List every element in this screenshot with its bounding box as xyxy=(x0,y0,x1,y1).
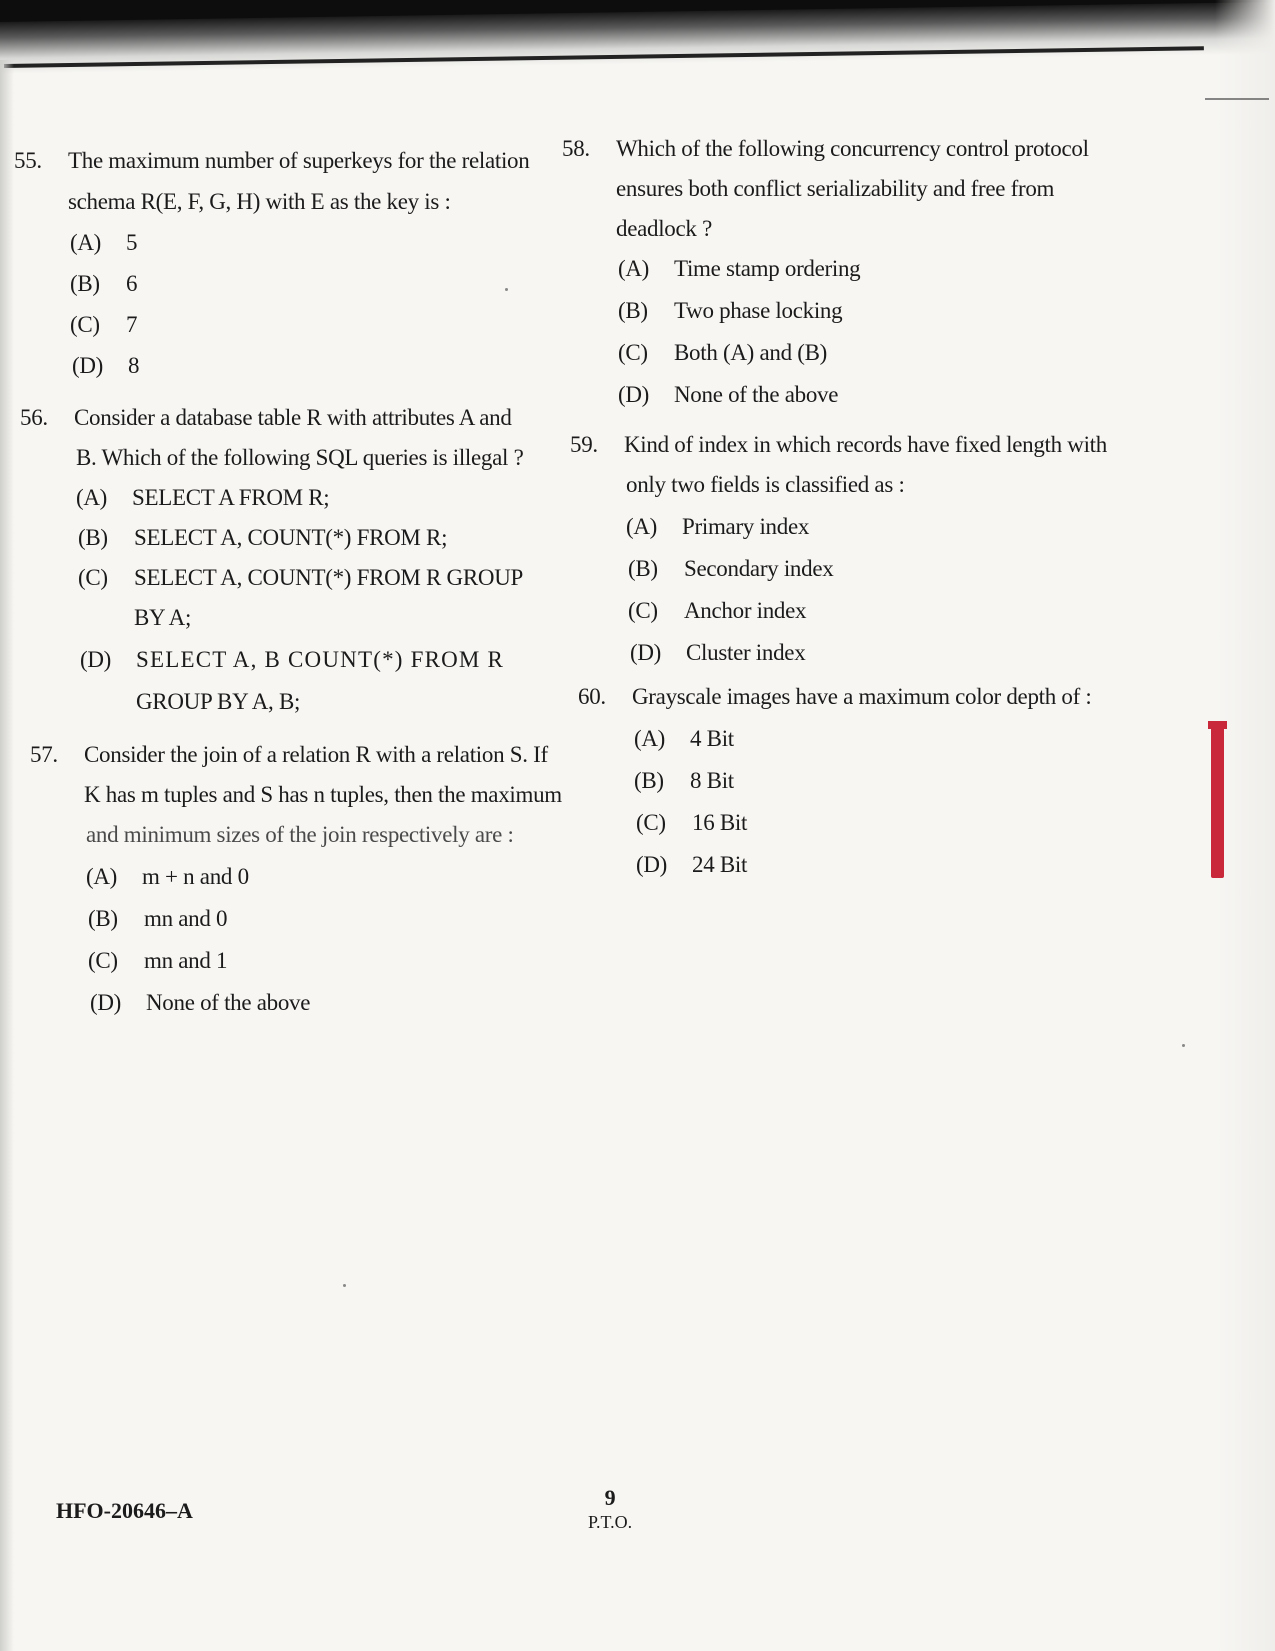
option-text: Cluster index xyxy=(686,640,806,665)
pto-mark: P.T.O. xyxy=(588,1512,633,1532)
question-stem-line: B. Which of the following SQL queries is illegal ? xyxy=(76,445,524,470)
option-label: (D) xyxy=(90,990,122,1015)
option-text: None of the above xyxy=(146,990,311,1015)
option-text: mn and 1 xyxy=(144,948,228,973)
option-text: Two phase locking xyxy=(674,298,843,323)
option-b xyxy=(634,760,734,801)
option-d xyxy=(80,639,504,680)
option-a xyxy=(86,856,249,897)
question-stem-line: Consider a database table R with attributes A and xyxy=(74,405,512,430)
option-label: (C) xyxy=(636,810,666,835)
option-c xyxy=(636,802,747,843)
option-text: SELECT A, COUNT(*) FROM R; xyxy=(134,525,448,550)
option-text: mn and 0 xyxy=(144,906,228,931)
option-text: SELECT A, B COUNT(*) FROM R xyxy=(136,647,505,672)
margin-tick-mark xyxy=(1205,98,1269,100)
question-number: 57. xyxy=(30,742,58,767)
option-label: (A) xyxy=(76,485,108,510)
option-text: 5 xyxy=(126,230,138,255)
option-label: (B) xyxy=(70,271,100,296)
option-b xyxy=(618,290,842,331)
option-label: (C) xyxy=(78,565,108,590)
scan-speck xyxy=(1182,1044,1185,1047)
question-stem-line: schema R(E, F, G, H) with E as the key is : xyxy=(68,189,451,214)
option-d xyxy=(90,982,310,1023)
question-stem-line: Grayscale images have a maximum color depth of : xyxy=(632,684,1092,709)
option-b xyxy=(70,263,137,304)
option-label: (A) xyxy=(70,230,102,255)
scan-right-edge xyxy=(1215,0,1275,1651)
option-label: (A) xyxy=(86,864,118,889)
option-d xyxy=(636,844,747,885)
option-text: 6 xyxy=(126,271,138,296)
option-label: (D) xyxy=(80,647,112,672)
scan-left-shadow xyxy=(0,60,14,1651)
option-a xyxy=(76,477,329,518)
option-text: 8 Bit xyxy=(690,768,734,793)
option-label: (B) xyxy=(618,298,648,323)
option-label: (C) xyxy=(88,948,118,973)
option-label: (C) xyxy=(628,598,658,623)
option-c xyxy=(70,304,137,345)
option-label: (A) xyxy=(626,514,658,539)
option-label: (B) xyxy=(628,556,658,581)
option-b xyxy=(88,898,227,939)
option-text: Anchor index xyxy=(684,598,807,623)
option-text: SELECT A, COUNT(*) FROM R GROUP xyxy=(134,565,523,590)
option-label: (C) xyxy=(618,340,648,365)
option-text: SELECT A FROM R; xyxy=(132,485,330,510)
option-text: 16 Bit xyxy=(692,810,748,835)
question-stem-line: and minimum sizes of the join respectively are : xyxy=(86,822,514,847)
red-highlighter-mark xyxy=(1211,723,1224,878)
option-text: 24 Bit xyxy=(692,852,748,877)
option-text: m + n and 0 xyxy=(142,864,249,889)
option-label: (D) xyxy=(72,353,104,378)
question-number: 59. xyxy=(570,432,598,457)
page-number: 9 xyxy=(604,1485,616,1510)
question-stem-line: ensures both conflict serializability and free from xyxy=(616,176,1055,201)
option-label: (A) xyxy=(618,256,650,281)
option-b xyxy=(78,517,447,558)
option-text: 7 xyxy=(126,312,138,337)
option-label: (D) xyxy=(636,852,668,877)
option-label: (D) xyxy=(618,382,650,407)
option-d-continuation: GROUP BY A, B; xyxy=(136,689,301,714)
option-d xyxy=(618,374,838,415)
question-stem-line: K has m tuples and S has n tuples, then the maximum xyxy=(84,782,562,807)
option-b xyxy=(628,548,833,589)
option-c xyxy=(78,557,523,598)
option-a xyxy=(626,506,809,547)
page-number-block xyxy=(588,1486,632,1534)
option-text: 8 xyxy=(128,353,140,378)
option-d xyxy=(72,345,139,386)
option-a xyxy=(618,248,860,289)
option-d xyxy=(630,632,805,673)
option-c xyxy=(628,590,806,631)
scan-speck xyxy=(343,1284,346,1287)
question-number: 60. xyxy=(578,684,606,709)
question-stem-line: deadlock ? xyxy=(616,216,712,241)
option-text: Secondary index xyxy=(684,556,834,581)
option-text: Time stamp ordering xyxy=(674,256,861,281)
question-stem-line: The maximum number of superkeys for the relation xyxy=(68,148,530,173)
option-text: Primary index xyxy=(682,514,810,539)
option-text: None of the above xyxy=(674,382,839,407)
option-c xyxy=(88,940,227,981)
option-label: (C) xyxy=(70,312,100,337)
option-label: (B) xyxy=(634,768,664,793)
option-text: Both (A) and (B) xyxy=(674,340,827,365)
option-label: (D) xyxy=(630,640,662,665)
option-a xyxy=(634,718,734,759)
scan-speck xyxy=(505,288,508,291)
question-stem-line: Consider the join of a relation R with a relation S. If xyxy=(84,742,548,767)
option-c xyxy=(618,332,827,373)
option-label: (B) xyxy=(78,525,108,550)
option-c-continuation: BY A; xyxy=(134,605,192,630)
question-number: 56. xyxy=(20,405,48,430)
question-stem-line: Which of the following concurrency control protocol xyxy=(616,136,1089,161)
option-a xyxy=(70,222,137,263)
question-number: 58. xyxy=(562,136,590,161)
question-stem-line: Kind of index in which records have fixed length with xyxy=(624,432,1107,457)
option-label: (B) xyxy=(88,906,118,931)
question-number: 55. xyxy=(14,148,42,173)
option-label: (A) xyxy=(634,726,666,751)
paper-code: HFO-20646–A xyxy=(56,1498,193,1523)
option-text: 4 Bit xyxy=(690,726,734,751)
question-stem-line: only two fields is classified as : xyxy=(626,472,905,497)
